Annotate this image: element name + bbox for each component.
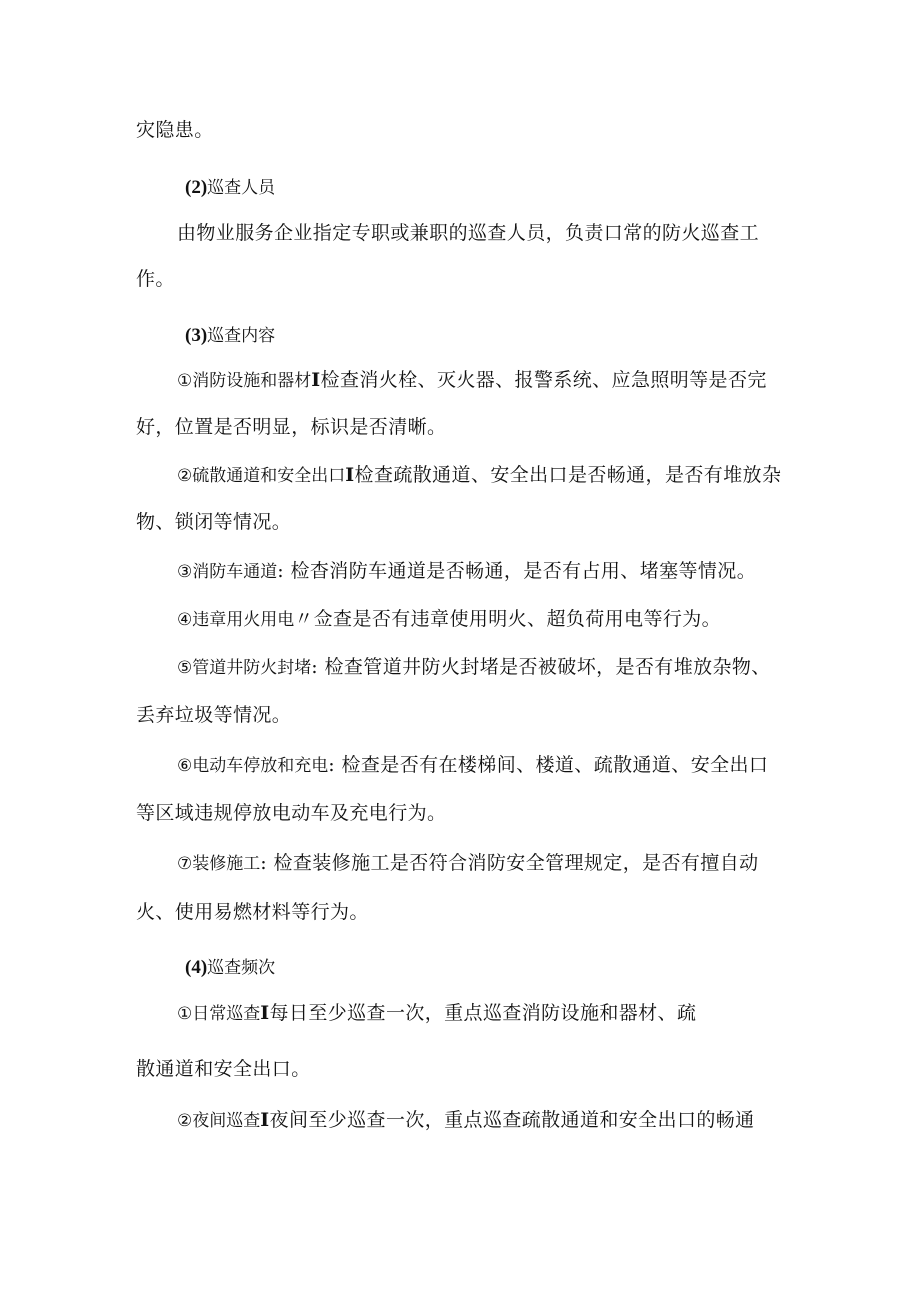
list-item-line [177, 1000, 696, 1027]
item-label: ④违章用火用电 [177, 610, 295, 630]
separator: I [311, 369, 321, 391]
text: 作。 [136, 268, 175, 290]
list-item-line [177, 654, 771, 681]
list-item-line [136, 800, 446, 826]
text: 火、使用易燃材料等行为。 [136, 901, 369, 923]
text: 夜间至少巡查一次，重点巡查疏散通道和安全出口的畅通 [269, 1109, 755, 1131]
item-label: ③消防车通道 [177, 562, 278, 582]
list-item-line [136, 899, 369, 925]
text: : 检杳消防车通道是否畅通，是否有占用、堵塞等情况。 [277, 560, 757, 582]
item-label: ①日常巡查 [177, 1004, 261, 1024]
separator: I [260, 1002, 270, 1024]
text: 丢弃垃圾等情况。 [136, 704, 292, 726]
heading-number: (2) [185, 177, 208, 198]
list-item-line [136, 414, 446, 440]
text: : 检查装修施工是否符合消防安全管理规定，是否有擅自动 [260, 852, 759, 874]
text: 每日至少巡查一次，重点巡查消防设施和器材、疏 [269, 1002, 697, 1024]
list-item-line [177, 1107, 755, 1134]
heading-text: 巡查人员 [207, 178, 276, 198]
section-heading-3 [185, 322, 275, 349]
text: 等区域违规停放电动车及充电行为。 [136, 802, 447, 824]
list-item-line [177, 367, 767, 394]
text: 好，位置是否明显，标识是否清晰。 [136, 416, 447, 438]
text: 灾隐患。 [136, 119, 214, 141]
text: : 检查是否有在楼梯间、楼道、疏散通道、安全出口 [328, 754, 769, 776]
paragraph-line [177, 220, 759, 246]
paragraph-line [136, 117, 214, 143]
list-item-line [177, 606, 721, 633]
text: : 检查管道井防火封堵是否被破坏，是否有堆放杂物、 [311, 656, 771, 678]
text: 检查疏散通道、安全出口是否畅通，是否有堆放杂 [354, 464, 782, 486]
paragraph-line [136, 266, 175, 292]
list-item-line [177, 752, 768, 779]
item-label: ⑤管道井防火封堵 [177, 658, 312, 678]
text: 由物业服务企业指定专职或兼职的巡查人员，负责口常的防火巡查工 [177, 222, 760, 244]
list-item-line [136, 1056, 311, 1082]
heading-text: 巡查频次 [207, 958, 276, 978]
section-heading-2 [185, 174, 275, 201]
list-item-line [136, 509, 291, 535]
text: 物、锁闭等情况。 [136, 511, 292, 533]
item-label: ①消防设施和器材 [177, 371, 312, 391]
list-item-line [177, 850, 759, 877]
item-label: ②夜间巡查 [177, 1111, 261, 1131]
text: 检查消火栓、灭火器、报警系统、应急照明等是否完 [320, 369, 767, 391]
separator: I [260, 1109, 270, 1131]
heading-text: 巡查内容 [207, 326, 276, 346]
section-heading-4 [185, 954, 275, 981]
item-label: ⑦装修施工 [177, 854, 261, 874]
list-item-line [177, 462, 781, 489]
heading-number: (3) [185, 325, 208, 346]
item-label: ②硫散通道和安全出口 [177, 466, 346, 486]
list-item-line [177, 558, 756, 585]
separator: I [345, 464, 355, 486]
list-item-line [136, 702, 291, 728]
text: 散通道和安全出口。 [136, 1058, 311, 1080]
text: 〃佥查是否有违章使用明火、超负荷用电等行为。 [294, 608, 722, 630]
item-label: ⑥电动车停放和充电 [177, 756, 329, 776]
heading-number: (4) [185, 957, 208, 978]
